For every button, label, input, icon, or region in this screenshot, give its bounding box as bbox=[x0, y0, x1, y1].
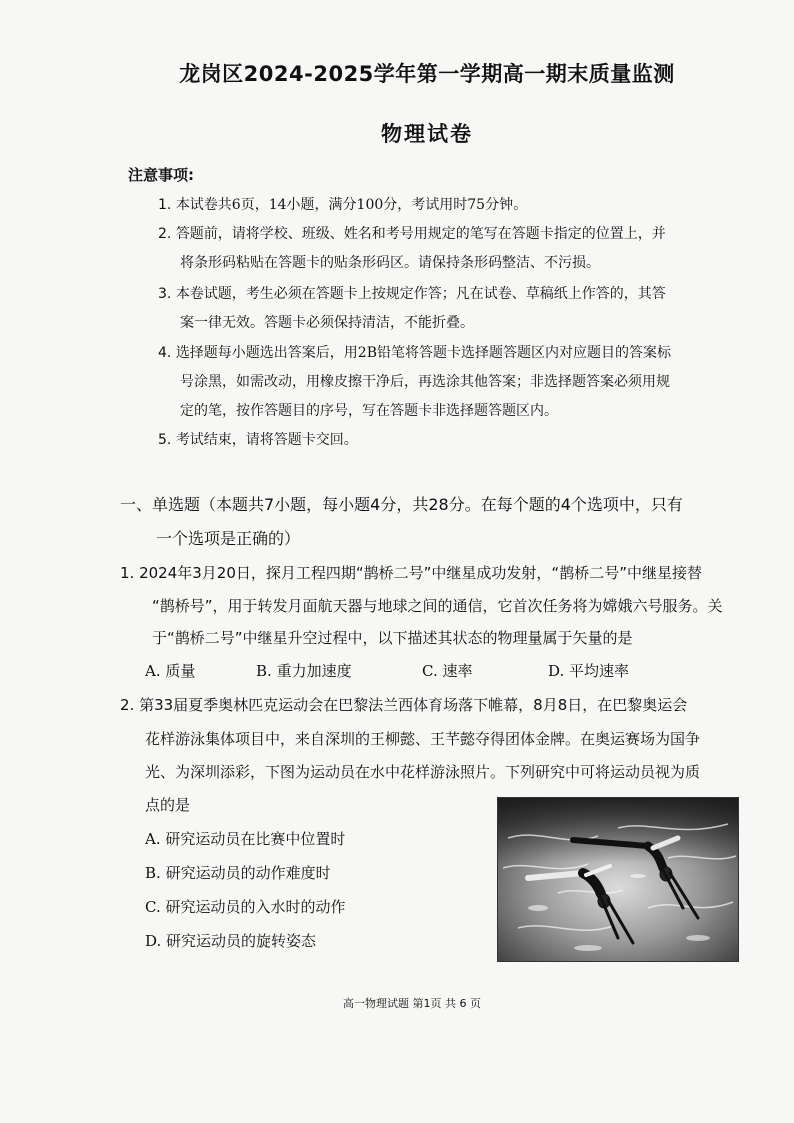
note-text-continued: 定的笔，按作答题目的序号，写在答题卡非选择题答题区内。 bbox=[180, 403, 558, 419]
question-2-option-d bbox=[145, 926, 316, 956]
synchronized-swimming-photo bbox=[497, 797, 739, 962]
note-text: 选择题每小题选出答案后，用2B铅笔将答题卡选择题答题区内对应题目的答案标 bbox=[175, 345, 672, 361]
note-number: 3. bbox=[158, 286, 172, 302]
note-number: 4. bbox=[158, 345, 172, 361]
question-2-option-c bbox=[145, 892, 346, 922]
option-text: 研究运动员的动作难度时 bbox=[165, 864, 331, 882]
question-2-option-b bbox=[145, 858, 331, 888]
note-text-continued: 将条形码粘贴在答题卡的贴条形码区。请保持条形码整洁、不污损。 bbox=[180, 255, 600, 271]
question-1-option-d bbox=[548, 656, 629, 686]
question-1-option-b bbox=[256, 656, 352, 686]
option-text: 研究运动员在比赛中位置时 bbox=[165, 830, 346, 848]
option-text: 平均速率 bbox=[569, 662, 630, 680]
option-label: D. bbox=[145, 932, 162, 950]
option-label: C. bbox=[145, 898, 161, 916]
question-1-stem-continued: “鹊桥号”，用于转发月面航天器与地球之间的通信，它首次任务将为嫦娥六号服务。关 bbox=[152, 597, 723, 615]
note-text: 本试卷共6页，14小题，满分100分，考试用时75分钟。 bbox=[175, 197, 528, 213]
exam-title: 龙岗区2024-2025学年第一学期高一期末质量监测 bbox=[179, 62, 675, 86]
note-item-3 bbox=[158, 280, 666, 309]
option-text: 质量 bbox=[165, 662, 196, 680]
section-heading: 一、单选题（本题共7小题，每小题4分，共28分。在每个题的4个选项中，只有 bbox=[120, 495, 683, 514]
option-label: B. bbox=[145, 864, 161, 882]
option-text: 研究运动员的入水时的动作 bbox=[165, 898, 346, 916]
note-item-5 bbox=[158, 426, 358, 455]
option-text: 研究运动员的旋转姿态 bbox=[166, 932, 317, 950]
question-2-option-a bbox=[145, 824, 345, 854]
option-label: B. bbox=[256, 662, 272, 680]
question-2-stem: 2. 第33届夏季奥林匹克运动会在巴黎法兰西体育场落下帷幕，8月8日，在巴黎奥运会 bbox=[120, 696, 688, 714]
question-1-stem-continued: 于“鹊桥二号”中继星升空过程中，以下描述其状态的物理量属于矢量的是 bbox=[152, 629, 633, 647]
question-1-option-a bbox=[145, 656, 195, 686]
question-1-option-c bbox=[422, 656, 473, 686]
note-number: 5. bbox=[158, 432, 172, 448]
page-footer: 高一物理试题 第1页 共 6 页 bbox=[343, 997, 481, 1010]
question-2-stem-continued: 光、为深圳添彩，下图为运动员在水中花样游泳照片。下列研究中可将运动员视为质 bbox=[145, 763, 701, 781]
question-2-stem-continued: 花样游泳集体项目中，来自深圳的王柳懿、王芊懿夺得团体金牌。在奥运赛场为国争 bbox=[145, 730, 701, 748]
note-item-2 bbox=[158, 220, 666, 249]
note-item-1 bbox=[158, 191, 527, 220]
option-label: A. bbox=[145, 662, 161, 680]
note-text: 本卷试题，考生必须在答题卡上按规定作答；凡在试卷、草稿纸上作答的，其答 bbox=[175, 286, 666, 302]
note-number: 2. bbox=[158, 226, 172, 242]
note-text-continued: 案一律无效。答题卡必须保持清洁，不能折叠。 bbox=[180, 315, 474, 331]
notes-heading: 注意事项: bbox=[128, 166, 194, 184]
note-text-continued: 号涂黑，如需改动，用橡皮擦干净后，再选涂其他答案；非选择题答案必须用规 bbox=[180, 374, 670, 390]
note-item-4 bbox=[158, 339, 671, 368]
option-label: C. bbox=[422, 662, 438, 680]
note-text: 考试结束，请将答题卡交回。 bbox=[175, 432, 358, 448]
question-1-stem: 1. 2024年3月20日，探月工程四期“鹊桥二号”中继星成功发射，“鹊桥二号”中继星接替 bbox=[120, 564, 702, 582]
option-label: D. bbox=[548, 662, 565, 680]
note-number: 1. bbox=[158, 197, 172, 213]
option-text: 速率 bbox=[442, 662, 473, 680]
section-heading-continued: 一个选项是正确的） bbox=[156, 529, 301, 548]
question-2-stem-continued: 点的是 bbox=[145, 796, 191, 814]
exam-subtitle: 物理试卷 bbox=[381, 122, 473, 146]
option-label: A. bbox=[145, 830, 161, 848]
option-text: 重力加速度 bbox=[276, 662, 352, 680]
note-text: 答题前，请将学校、班级、姓名和考号用规定的笔写在答题卡指定的位置上，并 bbox=[175, 226, 666, 242]
